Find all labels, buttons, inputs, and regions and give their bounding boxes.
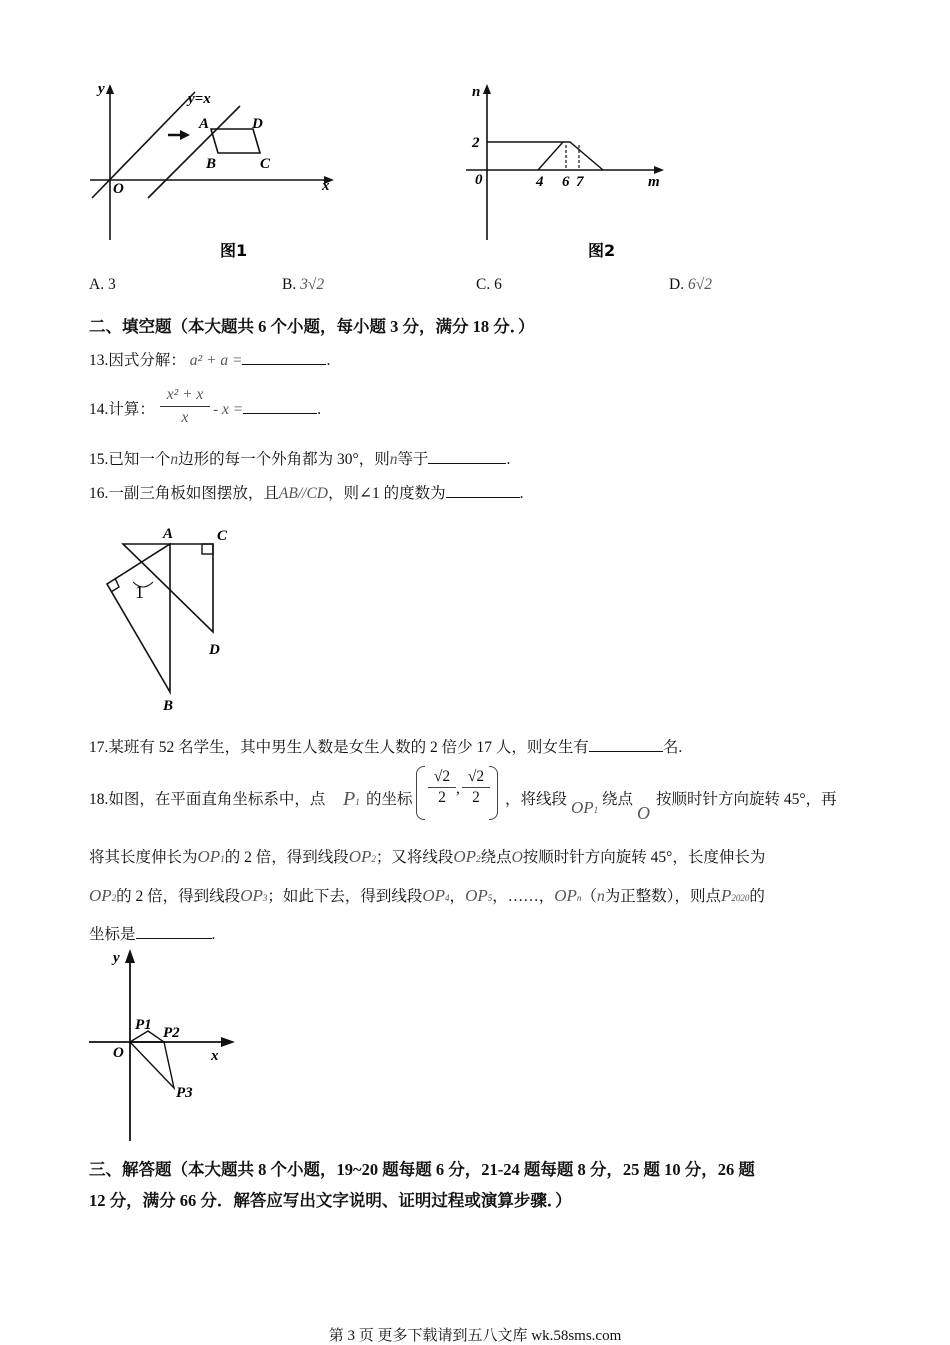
fig2-x-tick-6: 6: [562, 174, 570, 190]
fig1-caption: 图1: [220, 241, 248, 260]
q14-rest: - x = .: [213, 401, 322, 418]
q18-point-o: O: [637, 803, 650, 823]
option-b: B. 3√2: [282, 276, 325, 293]
fig18-point-p1: P1: [135, 1017, 152, 1033]
q18-line-4: 坐标是 .: [89, 926, 216, 943]
fig16-angle-1: 1: [135, 582, 144, 602]
fig16-label-c: C: [217, 528, 228, 544]
fig1-y-axis-label: y: [98, 81, 105, 97]
fig16-label-b: B: [163, 698, 174, 714]
fig18-y-axis-label: y: [113, 950, 120, 966]
fig1-origin-label: O: [113, 181, 124, 197]
q18-line-1b: 的坐标: [366, 791, 413, 808]
question-15: 15.已知一个n边形的每一个外角都为 30°，则n等于 .: [89, 451, 511, 468]
fig2-y-tick: 2: [472, 135, 480, 151]
fig16-label-a: A: [163, 526, 174, 542]
fig2-caption: 图2: [588, 241, 616, 260]
q14-fraction: x² + x x: [160, 386, 210, 427]
answer-blank: [243, 399, 317, 414]
fig1-line-label: y=x: [188, 91, 211, 107]
fig2-x-tick-7: 7: [576, 174, 584, 190]
q18-line-3: OP2的 2 倍，得到线段OP3；如此下去，得到线段OP4，OP5，……，OPn（n为正整数），则点P2020的: [89, 886, 765, 905]
figure-16: [95, 520, 255, 720]
figure-2: [460, 80, 680, 265]
q18-coordinate: √2 2 , √2 2: [416, 766, 498, 820]
fig1-vertex-d: D: [252, 116, 263, 132]
figure-18: [85, 945, 245, 1145]
answer-blank: [242, 350, 326, 365]
answer-blank: [136, 924, 212, 939]
q18-op1: OP1: [571, 798, 599, 817]
fig1-vertex-a: A: [199, 116, 210, 132]
option-d: D. 6√2: [669, 276, 712, 293]
option-a: A. 3: [89, 276, 116, 293]
answer-blank: [589, 737, 663, 752]
fig2-origin-label: 0: [475, 172, 483, 188]
question-13: 13.因式分解： a² + a = .: [89, 352, 331, 369]
fig2-n-axis-label: n: [472, 84, 481, 100]
figure-1: [80, 80, 350, 265]
fig2-x-tick-4: 4: [536, 174, 544, 190]
fig16-label-d: D: [209, 642, 220, 658]
section-3-title-line-2: 12 分，满分 66 分．解答应写出文字说明、证明过程或演算步骤．）: [89, 1191, 572, 1210]
fig1-x-axis-label: x: [322, 178, 330, 194]
answer-blank: [446, 483, 520, 498]
section-3-title-line-1: 三、解答题（本大题共 8 个小题，19~20 题每题 6 分，21-24 题每题 8 分，25 题 10 分，26 题: [89, 1160, 755, 1179]
fig1-vertex-c: C: [260, 156, 271, 172]
page-footer: 第 3 页 更多下载请到五八文库 wk.58sms.com: [328, 1328, 622, 1344]
question-17: 17.某班有 52 名学生，其中男生人数是女生人数的 2 倍少 17 人，则女生有 名.: [89, 739, 683, 756]
fig18-origin-label: O: [113, 1045, 124, 1061]
q18-line-2: 将其长度伸长为OP1的 2 倍，得到线段OP2；又将线段OP2绕点O按顺时针方向旋转 45°，长度伸长为: [89, 847, 766, 866]
fig18-point-p3: P3: [176, 1085, 193, 1101]
fig18-point-p2: P2: [163, 1025, 180, 1041]
fig2-m-axis-label: m: [648, 174, 660, 190]
option-c: C. 6: [476, 276, 502, 293]
q18-line-1e: 按顺时针方向旋转 45°，再: [656, 791, 837, 808]
question-14: 14.计算：: [89, 401, 155, 418]
q18-p1: P1: [343, 788, 360, 810]
fig1-vertex-b: B: [206, 156, 217, 172]
fig18-x-axis-label: x: [211, 1048, 219, 1064]
q18-line-1c: ，将线段: [505, 791, 568, 808]
answer-blank: [428, 449, 506, 464]
q18-line-1d: 绕点: [602, 791, 634, 808]
question-16: 16.一副三角板如图摆放，且AB//CD，则∠1 的度数为 .: [89, 485, 524, 502]
section-2-title: 二、填空题（本大题共 6 个小题，每小题 3 分，满分 18 分．）: [89, 317, 535, 336]
q18-line-1a: 18.如图，在平面直角坐标系中，点: [89, 791, 326, 808]
